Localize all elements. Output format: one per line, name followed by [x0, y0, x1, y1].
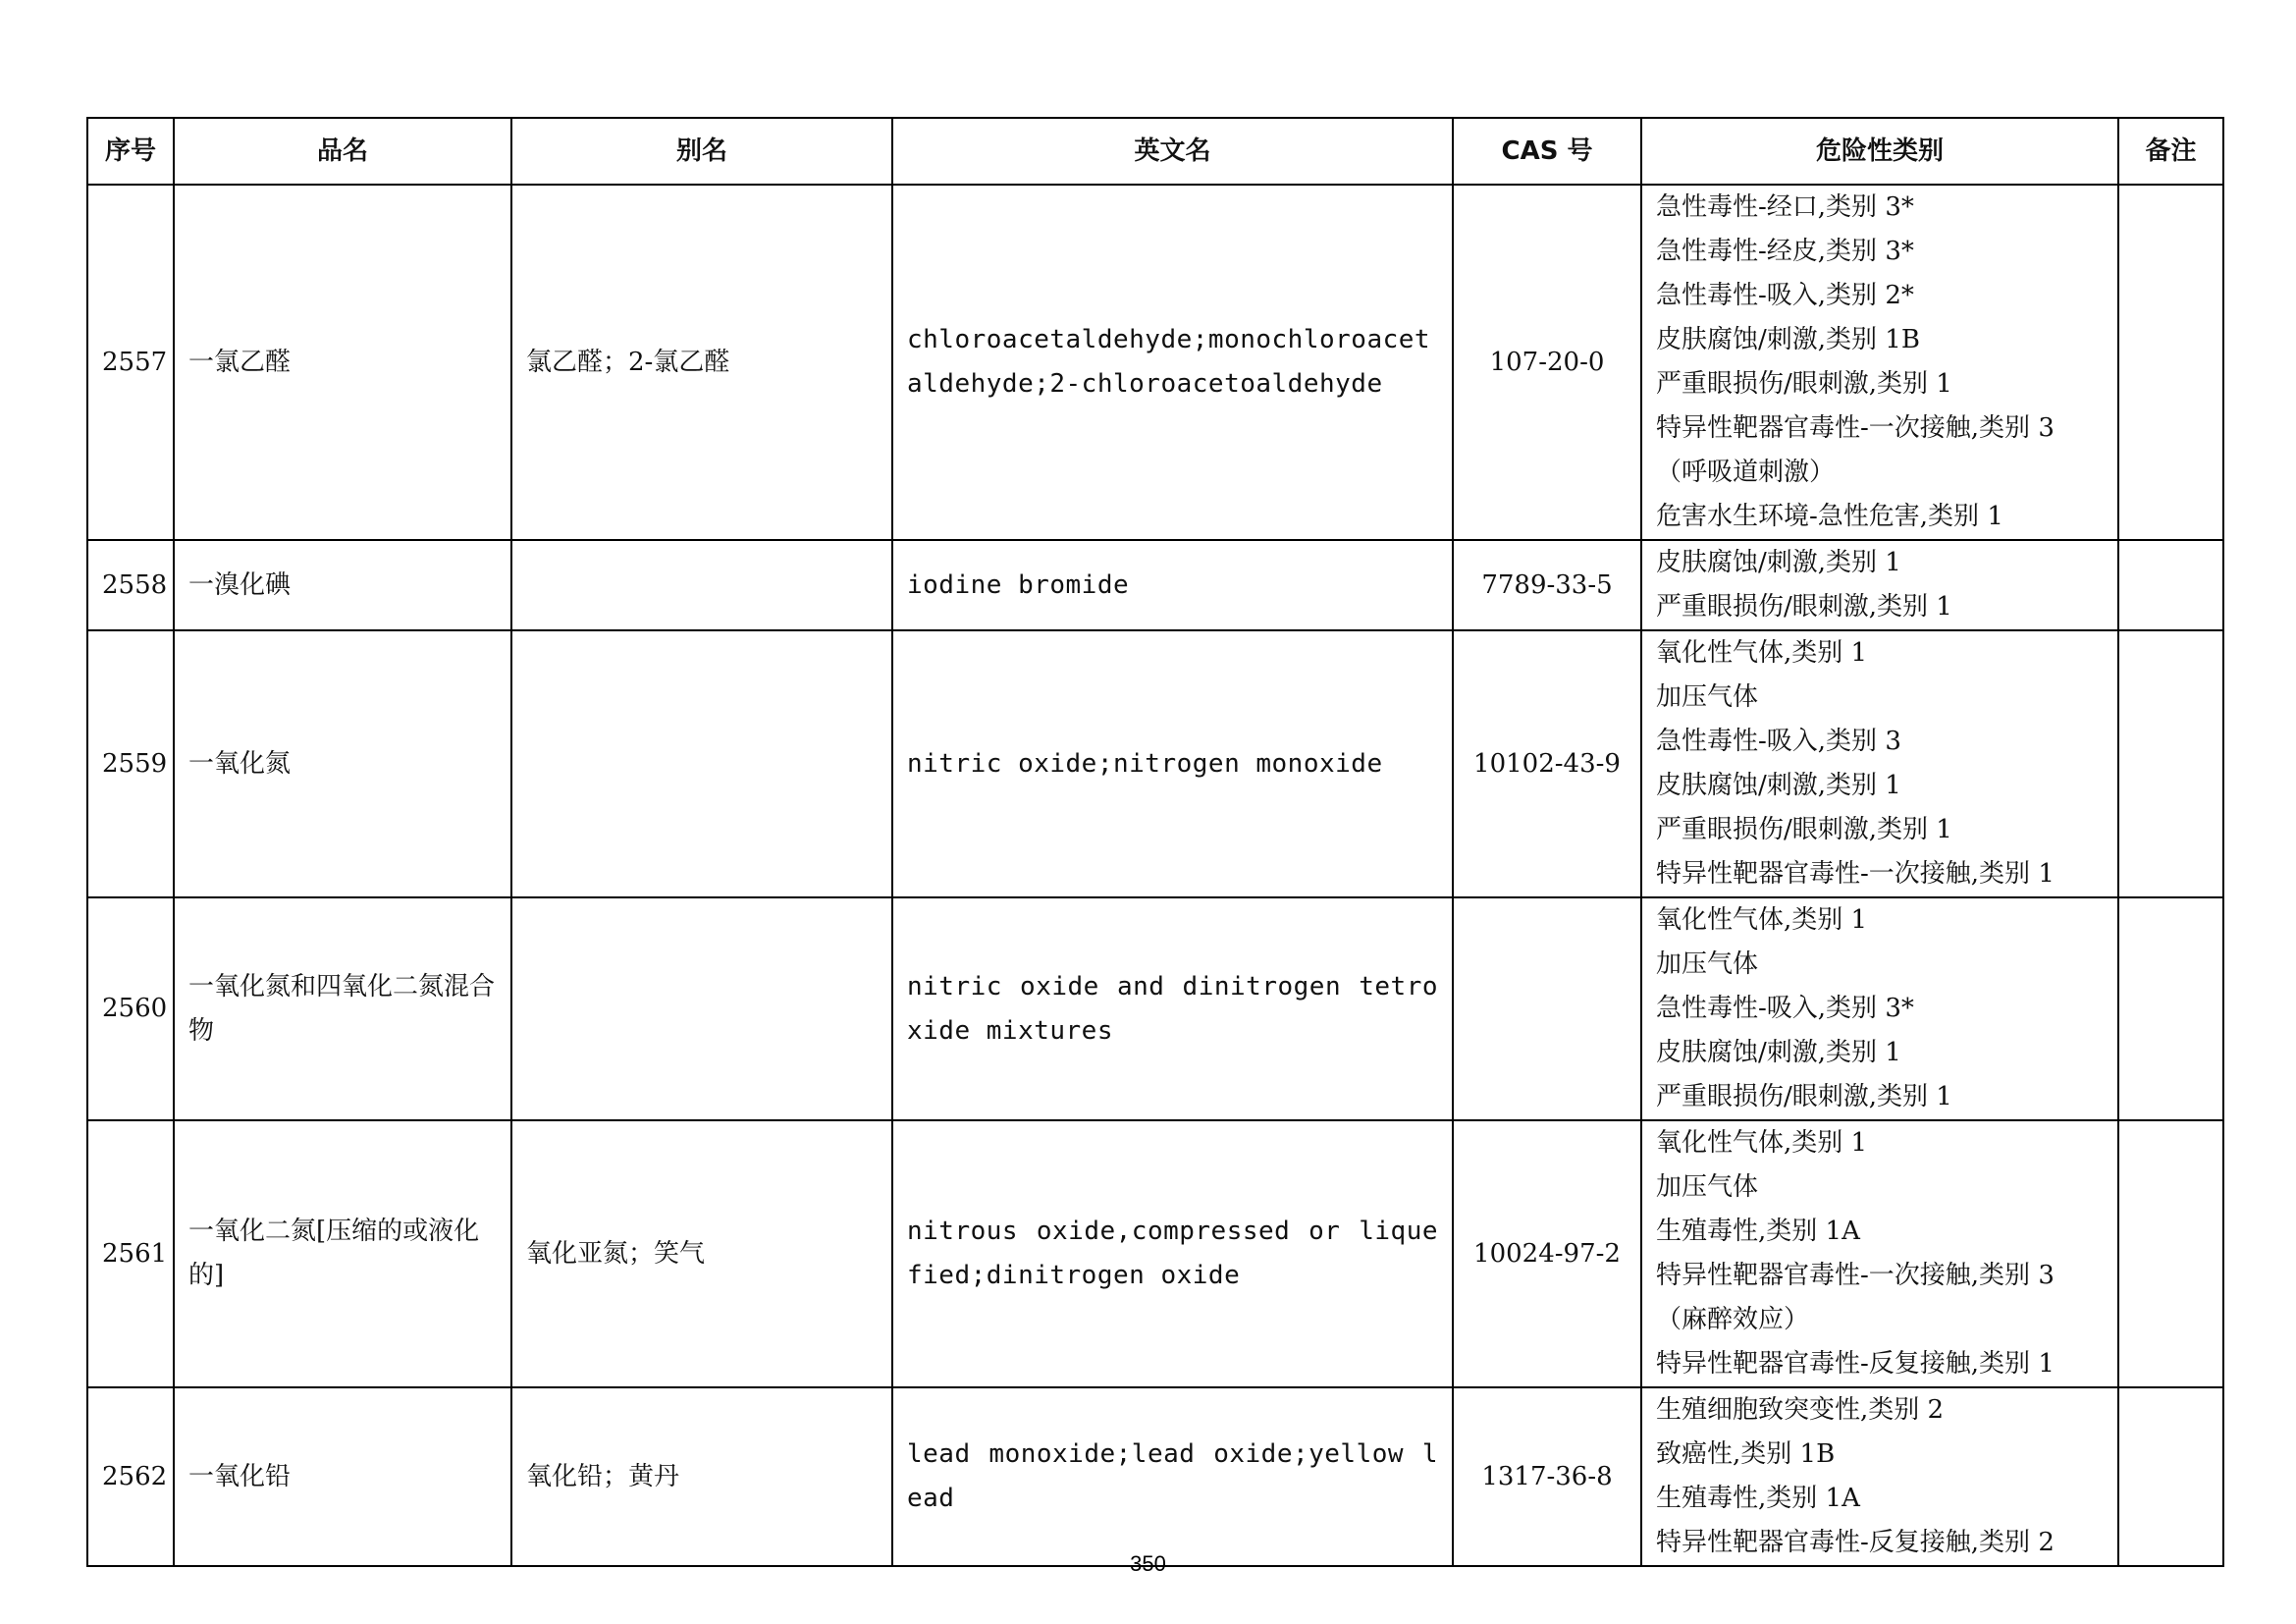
chemical-table	[86, 117, 2224, 1567]
table-row	[87, 897, 2223, 1120]
cell-alias: 氧化亚氮；笑气	[511, 1120, 892, 1387]
cell-num: 2558	[87, 540, 174, 630]
cell-english: nitrous oxide,compressed or liquefied;dinitrogen oxide	[892, 1120, 1453, 1387]
cell-hazards	[1641, 1120, 2118, 1387]
cell-cas: 10024-97-2	[1453, 1120, 1641, 1387]
hazard-item: 加压气体	[1656, 949, 1759, 979]
hazard-item: 皮肤腐蚀/刺激,类别 1	[1656, 548, 1901, 577]
hazard-item: 严重眼损伤/眼刺激,类别 1	[1656, 1082, 1952, 1111]
hazard-item: 急性毒性-吸入,类别 3	[1656, 727, 1901, 756]
header-alias: 别名	[511, 118, 892, 185]
hazard-item: 生殖毒性,类别 1A	[1656, 1484, 1860, 1513]
cell-alias	[511, 630, 892, 897]
cell-english: iodine bromide	[892, 540, 1453, 630]
cell-english: nitric oxide and dinitrogen tetroxide mixtures	[892, 897, 1453, 1120]
cell-hazards	[1641, 630, 2118, 897]
header-hazard: 危险性类别	[1641, 118, 2118, 185]
table-row	[87, 1387, 2223, 1566]
hazard-item: 皮肤腐蚀/刺激,类别 1	[1656, 771, 1901, 800]
hazard-item: 加压气体	[1656, 682, 1759, 712]
cell-cas: 7789-33-5	[1453, 540, 1641, 630]
hazard-item: 加压气体	[1656, 1172, 1759, 1202]
table-body	[87, 185, 2223, 1566]
cell-cas: 10102-43-9	[1453, 630, 1641, 897]
cell-name: 一溴化碘	[174, 540, 511, 630]
hazard-item: 皮肤腐蚀/刺激,类别 1B	[1656, 325, 1920, 354]
table-row	[87, 630, 2223, 897]
hazard-item: （呼吸道刺激）	[1656, 458, 1836, 487]
table-row	[87, 185, 2223, 540]
table-row	[87, 540, 2223, 630]
header-english: 英文名	[892, 118, 1453, 185]
cell-cas: 107-20-0	[1453, 185, 1641, 540]
hazard-item: 危害水生环境-急性危害,类别 1	[1656, 502, 2003, 531]
cell-note	[2118, 630, 2223, 897]
hazard-item: 严重眼损伤/眼刺激,类别 1	[1656, 369, 1952, 399]
cell-note	[2118, 185, 2223, 540]
hazard-item: 氧化性气体,类别 1	[1656, 1128, 1868, 1158]
hazard-item: 特异性靶器官毒性-一次接触,类别 1	[1656, 859, 2055, 889]
cell-num: 2557	[87, 185, 174, 540]
cell-alias: 氧化铅；黄丹	[511, 1387, 892, 1566]
cell-name: 一氧化氮	[174, 630, 511, 897]
table-row	[87, 1120, 2223, 1387]
hazard-item: 严重眼损伤/眼刺激,类别 1	[1656, 592, 1952, 622]
header-row	[87, 118, 2223, 185]
cell-name: 一氧化氮和四氧化二氮混合物	[174, 897, 511, 1120]
cell-name: 一氧化铅	[174, 1387, 511, 1566]
hazard-item: 生殖毒性,类别 1A	[1656, 1217, 1860, 1246]
cell-hazards	[1641, 1387, 2118, 1566]
hazard-item: 特异性靶器官毒性-一次接触,类别 3	[1656, 1261, 2055, 1290]
header-note: 备注	[2118, 118, 2223, 185]
hazard-item: 严重眼损伤/眼刺激,类别 1	[1656, 815, 1952, 844]
hazard-item: 致癌性,类别 1B	[1656, 1439, 1836, 1469]
hazard-item: 皮肤腐蚀/刺激,类别 1	[1656, 1038, 1901, 1067]
cell-name: 一氯乙醛	[174, 185, 511, 540]
header-name: 品名	[174, 118, 511, 185]
hazard-item: 特异性靶器官毒性-反复接触,类别 2	[1656, 1528, 2055, 1557]
hazard-item: 特异性靶器官毒性-反复接触,类别 1	[1656, 1349, 2055, 1379]
hazard-item: （麻醉效应）	[1656, 1305, 1810, 1334]
cell-num: 2559	[87, 630, 174, 897]
cell-alias	[511, 540, 892, 630]
table-header	[87, 118, 2223, 185]
hazard-item: 氧化性气体,类别 1	[1656, 638, 1868, 668]
cell-english: chloroacetaldehyde;monochloroacetaldehyde;2-chloroacetoaldehyde	[892, 185, 1453, 540]
hazard-item: 急性毒性-吸入,类别 3*	[1656, 994, 1914, 1023]
cell-alias	[511, 897, 892, 1120]
cell-num: 2562	[87, 1387, 174, 1566]
page-number: 350	[1130, 1551, 1166, 1576]
hazard-item: 生殖细胞致突变性,类别 2	[1656, 1395, 1945, 1425]
hazard-item: 急性毒性-经皮,类别 3*	[1656, 237, 1914, 266]
cell-note	[2118, 897, 2223, 1120]
hazard-item: 急性毒性-经口,类别 3*	[1656, 192, 1914, 222]
cell-hazards	[1641, 897, 2118, 1120]
cell-cas: 1317-36-8	[1453, 1387, 1641, 1566]
hazard-item: 氧化性气体,类别 1	[1656, 905, 1868, 935]
cell-cas	[1453, 897, 1641, 1120]
header-cas: CAS 号	[1453, 118, 1641, 185]
cell-hazards	[1641, 185, 2118, 540]
cell-note	[2118, 1387, 2223, 1566]
cell-note	[2118, 1120, 2223, 1387]
header-num: 序号	[87, 118, 174, 185]
cell-english: lead monoxide;lead oxide;yellow lead	[892, 1387, 1453, 1566]
cell-note	[2118, 540, 2223, 630]
cell-num: 2561	[87, 1120, 174, 1387]
cell-num: 2560	[87, 897, 174, 1120]
cell-name: 一氧化二氮[压缩的或液化的]	[174, 1120, 511, 1387]
cell-hazards	[1641, 540, 2118, 630]
cell-alias: 氯乙醛；2-氯乙醛	[511, 185, 892, 540]
cell-english: nitric oxide;nitrogen monoxide	[892, 630, 1453, 897]
hazard-item: 急性毒性-吸入,类别 2*	[1656, 281, 1914, 310]
hazard-item: 特异性靶器官毒性-一次接触,类别 3	[1656, 413, 2055, 443]
